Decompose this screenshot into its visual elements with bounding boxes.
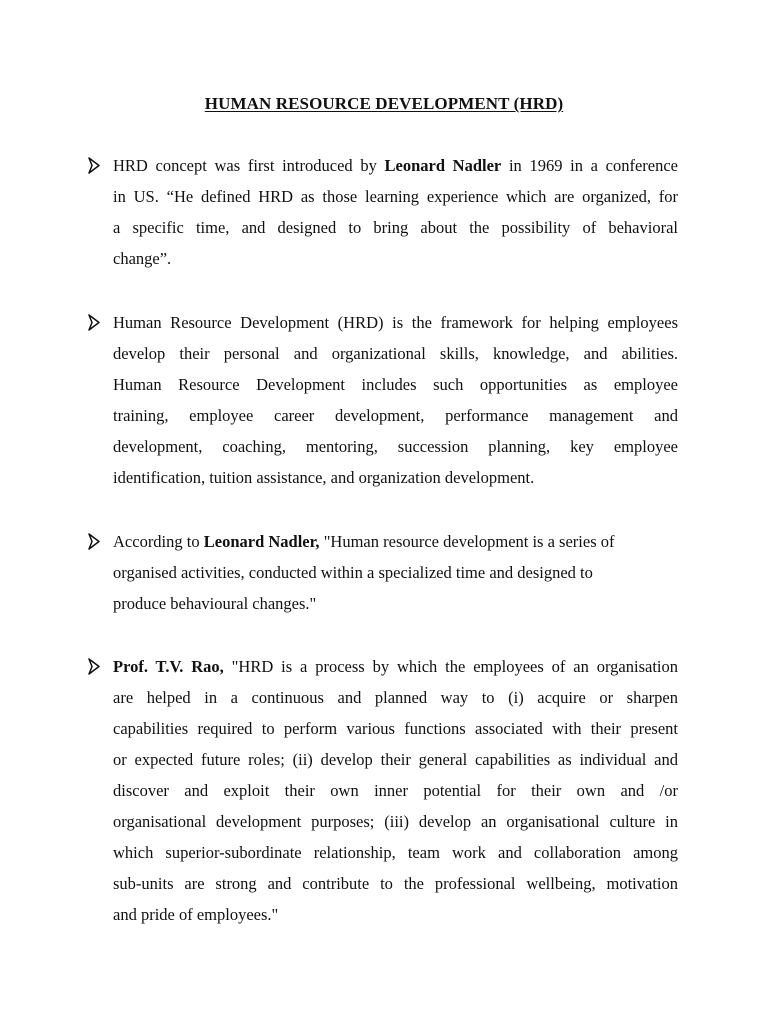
text-line: Prof. T.V. Rao, "HRD is a process by which the employees of an organisation	[113, 657, 678, 676]
text-line: Human Resource Development includes such opportunities as employee	[113, 375, 678, 394]
text-line: discover and exploit their own inner potential for their own and /or	[113, 781, 678, 800]
text-line: Human Resource Development (HRD) is the framework for helping employees	[113, 313, 678, 332]
text-line: a specific time, and designed to bring about the possibility of behavioral	[113, 218, 678, 237]
arrow-bullet-icon	[88, 533, 100, 550]
bullet-text	[113, 307, 678, 493]
arrow-bullet-icon	[88, 658, 100, 675]
bullet-text	[113, 526, 678, 619]
text-line: organisational development purposes; (iii) develop an organisational culture in	[113, 812, 678, 831]
text-line: organised activities, conducted within a specialized time and designed to	[113, 563, 593, 582]
arrow-bullet-icon	[88, 157, 100, 174]
bold-emphasis: Leonard Nadler	[384, 156, 502, 175]
text-line: HRD concept was first introduced by Leonard Nadler in 1969 in a conference	[113, 156, 678, 175]
text-line: capabilities required to perform various functions associated with their present	[113, 719, 678, 738]
text-line: or expected future roles; (ii) develop their general capabilities as individual and	[113, 750, 678, 769]
bullet-text	[113, 651, 678, 930]
text-line: identification, tuition assistance, and organization development.	[113, 468, 535, 487]
bold-emphasis: Prof. T.V. Rao,	[113, 657, 224, 676]
text-line: and pride of employees."	[113, 905, 279, 924]
text-line: change”.	[113, 249, 172, 268]
bullet-text	[113, 150, 678, 274]
text-line: produce behavioural changes."	[113, 594, 317, 613]
text-line: in US. “He defined HRD as those learning experience which are organized, for	[113, 187, 678, 206]
arrow-bullet-icon	[88, 314, 100, 331]
text-line: which superior-subordinate relationship, team work and collaboration among	[113, 843, 678, 862]
bold-emphasis: Leonard Nadler,	[203, 532, 320, 551]
text-line: develop their personal and organizational skills, knowledge, and abilities.	[113, 344, 678, 363]
text-line: are helped in a continuous and planned way to (i) acquire or sharpen	[113, 688, 678, 707]
page-title: HUMAN RESOURCE DEVELOPMENT (HRD)	[204, 94, 564, 113]
text-line: training, employee career development, performance management and	[113, 406, 678, 425]
text-line: development, coaching, mentoring, succession planning, key employee	[113, 437, 678, 456]
text-line: According to Leonard Nadler, "Human resource development is a series of	[113, 532, 615, 551]
text-line: sub-units are strong and contribute to the professional wellbeing, motivation	[113, 874, 678, 893]
